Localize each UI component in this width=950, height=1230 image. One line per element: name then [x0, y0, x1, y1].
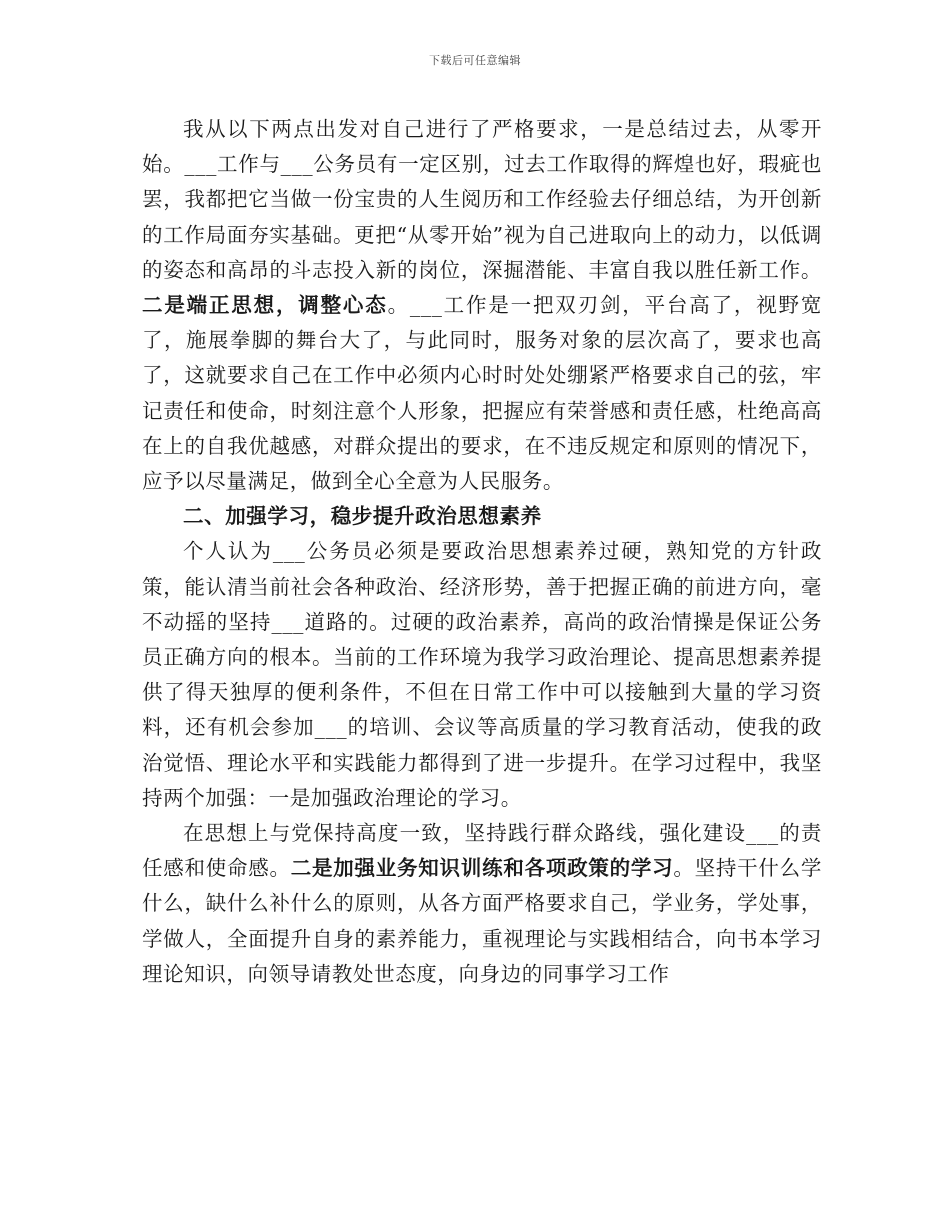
paragraph — [142, 816, 822, 992]
bold-text-run: 二是端正思想，调整心态 — [142, 293, 388, 318]
text-run: 。___工作是一把双刃剑，平台高了，视野宽了，施展拳脚的舞台大了，与此同时，服务对象的层次高了，要求也高了，这就要求自己在工作中必须内心时时处处绷紧严格要求自己的弦，牢记责任和使命，时刻注意个人形象，把握应有荣誉感和责任感，杜绝高高在上的自我优越感，对群众提出的要求，在不违反规定和原则的情况下，应予以尽量满足，做到全心全意为人民服务。 — [142, 293, 822, 494]
text-run: 我从以下两点出发对自己进行了严格要求，一是总结过去，从零开始。___工作与___公务员有一定区别，过去工作取得的辉煌也好，瑕疵也罢，我都把它当做一份宝贵的人生阅历和工作经验去仔细总结，为开创新的工作局面夯实基础。更把“从零开始”视为自己进取向上的动力，以低调的姿态和高昂的斗志投入新的岗位，深掘潜能、丰富自我以胜任新工作。 — [142, 117, 822, 282]
heading-text: 二、加强学习，稳步提升政治思想素养 — [183, 504, 542, 529]
document-body — [142, 112, 822, 992]
paragraph — [142, 534, 822, 816]
text-run: 在思想上与党保持高度一致，坚持践行群众路线，强化建设___的责任感和使命感。 — [142, 821, 822, 881]
bold-text-run: 二是加强业务知识训练和各项政策的学习 — [290, 856, 674, 881]
text-run: 个人认为___公务员必须是要政治思想素养过硬，熟知党的方针政策，能认清当前社会各种政治、经济形势，善于把握正确的前进方向，毫不动摇的坚持___道路的。过硬的政治素养，高尚的政治情操是保证公务员正确方向的根本。当前的工作环境为我学习政治理论、提高思想素养提供了得天独厚的便利条件，不但在日常工作中可以接触到大量的学习资料，还有机会参加___的培训、会议等高质量的学习教育活动，使我的政治觉悟、理论水平和实践能力都得到了进一步提升。在学习过程中，我坚持两个加强：一是加强政治理论的学习。 — [142, 539, 822, 810]
page-header: 下载后可任意编辑 — [429, 54, 521, 67]
section-heading — [142, 499, 822, 534]
paragraph — [142, 112, 822, 499]
text-run: 。坚持干什么学什么，缺什么补什么的原则，从各方面严格要求自己，学业务，学处事，学做人，全面提升自身的素养能力，重视理论与实践相结合，向书本学习理论知识，向领导请教处世态度，向身边的同事学习工作 — [142, 856, 822, 986]
